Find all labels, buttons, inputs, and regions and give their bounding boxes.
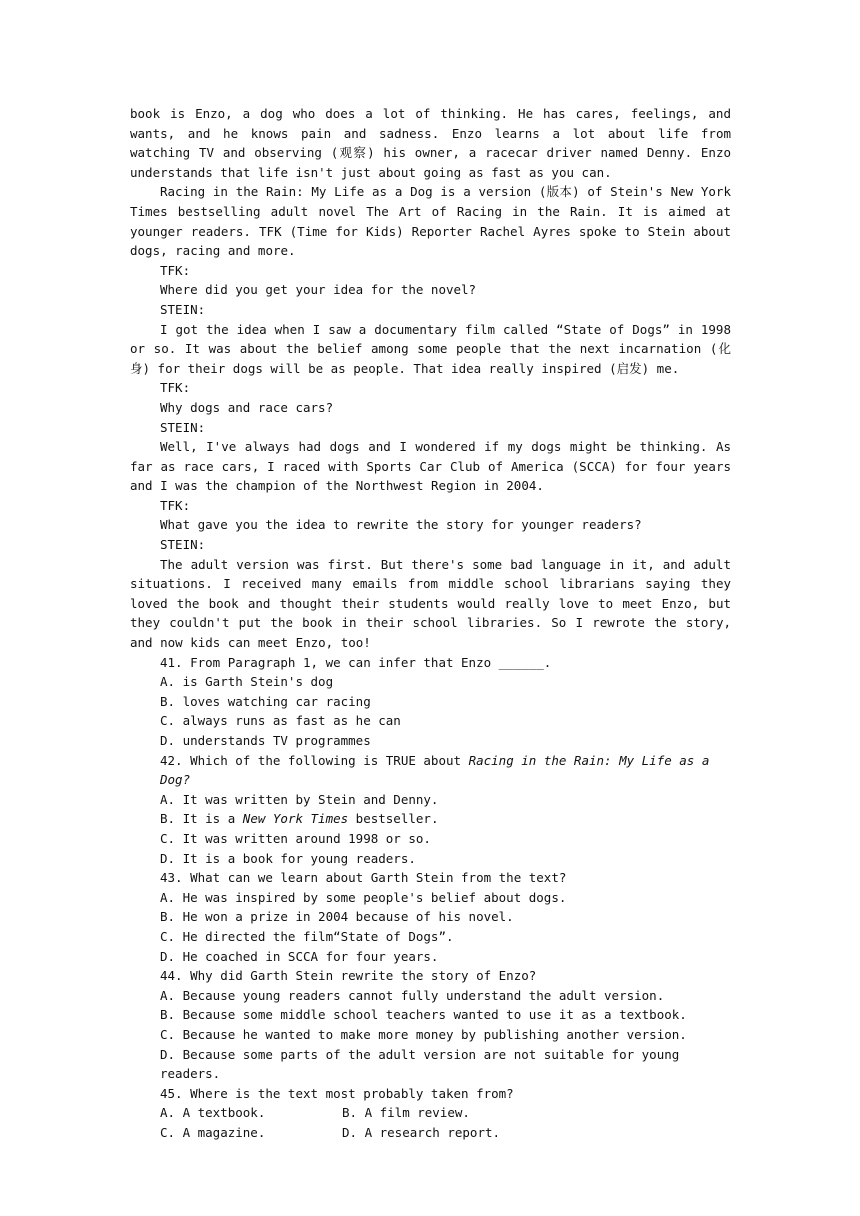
question-45-option-d: D. A research report. (342, 1124, 501, 1140)
question-44-option-a: A. Because young readers cannot fully understand the adult version. (160, 987, 665, 1003)
question-44-option-c: C. Because he wanted to make more money by publishing another version. (160, 1026, 687, 1042)
question-41-option-b: B. loves watching car racing (160, 693, 371, 709)
question-43-option-b: B. He won a prize in 2004 because of his novel. (160, 909, 514, 925)
question-45-options-row-2 (130, 1123, 731, 1143)
question-43-option-c: C. He directed the film“State of Dogs”. (160, 928, 454, 944)
question-44-option-b: B. Because some middle school teachers wanted to use it as a textbook. (160, 1007, 687, 1023)
question-42-option-c: C. It was written around 1998 or so. (160, 830, 431, 846)
question-43-option-a: A. He was inspired by some people's belief about dogs. (160, 889, 567, 905)
interview-question: What gave you the idea to rewrite the story for younger readers? (160, 517, 642, 533)
question-41-option-a: A. is Garth Stein's dog (160, 674, 334, 690)
question-44-option-d: D. Because some parts of the adult version are not suitable for young readers. (160, 1046, 687, 1082)
question-45-options-row-1 (130, 1103, 731, 1123)
question-41-stem: 41. From Paragraph 1, we can infer that Enzo ______. (160, 654, 552, 670)
question-42-stem-text: 42. Which of the following is TRUE about (160, 752, 469, 768)
interview-question: Where did you get your idea for the novel? (160, 282, 477, 298)
question-42-option-a: A. It was written by Stein and Denny. (160, 791, 439, 807)
question-42-option-b-prefix: B. It is a (160, 811, 243, 827)
interview-answer: I got the idea when I saw a documentary film called “State of Dogs” in 1998 or so. It was about the belief among some people that the next incarnation (化身) for their dogs will be as people. That idea really inspired (启发) me. (130, 321, 731, 376)
interview-answer: Well, I've always had dogs and I wondered if my dogs might be thinking. As far as race cars, I raced with Sports Car Club of America (SCCA) for four years and I was the champion of the Northwest Region in 2004. (130, 439, 731, 494)
speaker-label: TFK: (160, 497, 191, 513)
question-45-option-b: B. A film review. (342, 1105, 470, 1121)
question-42-option-b-suffix: bestseller. (348, 811, 439, 827)
question-43-stem: 43. What can we learn about Garth Stein from the text? (160, 870, 567, 886)
speaker-label: STEIN: (160, 301, 206, 317)
interview-question: Why dogs and race cars? (160, 399, 334, 415)
question-45-option-c: C. A magazine. (160, 1124, 266, 1140)
speaker-label: TFK: (160, 262, 191, 278)
question-42-option-b-title: New York Times (242, 811, 349, 827)
document-page (130, 104, 731, 1142)
question-41-option-d: D. understands TV programmes (160, 733, 371, 748)
speaker-label: STEIN: (160, 419, 206, 435)
question-44-stem: 44. Why did Garth Stein rewrite the story of Enzo? (160, 968, 537, 984)
question-45-stem: 45. Where is the text most probably taken from? (160, 1085, 514, 1101)
question-42-option-b (130, 809, 731, 829)
question-42-stem (130, 751, 731, 790)
intro-paragraph: book is Enzo, a dog who does a lot of thinking. He has cares, feelings, and wants, and he knows pain and sadness. Enzo learns a lot about life from watching TV and observing (观察) his owner, a racecar driver named Denny. Enzo understands that life isn't just about going as fast as you can. (130, 106, 731, 180)
version-paragraph: Racing in the Rain: My Life as a Dog is a version (版本) of Stein's New York Times bestselling adult novel The Art of Racing in the Rain. It is aimed at younger readers. TFK (Time for Kids) Reporter Rachel Ayres spoke to Stein about dogs, racing and more. (130, 184, 731, 259)
question-42-option-d: D. It is a book for young readers. (160, 850, 416, 866)
question-42-book-title: Racing in the Rain: My Life as a Dog? (160, 752, 717, 788)
question-45-option-a: A. A textbook. (160, 1105, 266, 1121)
speaker-label: TFK: (160, 380, 191, 396)
question-41-option-c: C. always runs as fast as he can (160, 713, 401, 729)
interview-answer: The adult version was first. But there's some bad language in it, and adult situations. I received many emails from middle school librarians saying they loved the book and thought their students would really love to meet Enzo, but they couldn't put the book in their school libraries. So I rewrote the story, and now kids can meet Enzo, too! (130, 556, 731, 651)
question-43-option-d: D. He coached in SCCA for four years. (160, 948, 439, 964)
speaker-label: STEIN: (160, 537, 206, 553)
